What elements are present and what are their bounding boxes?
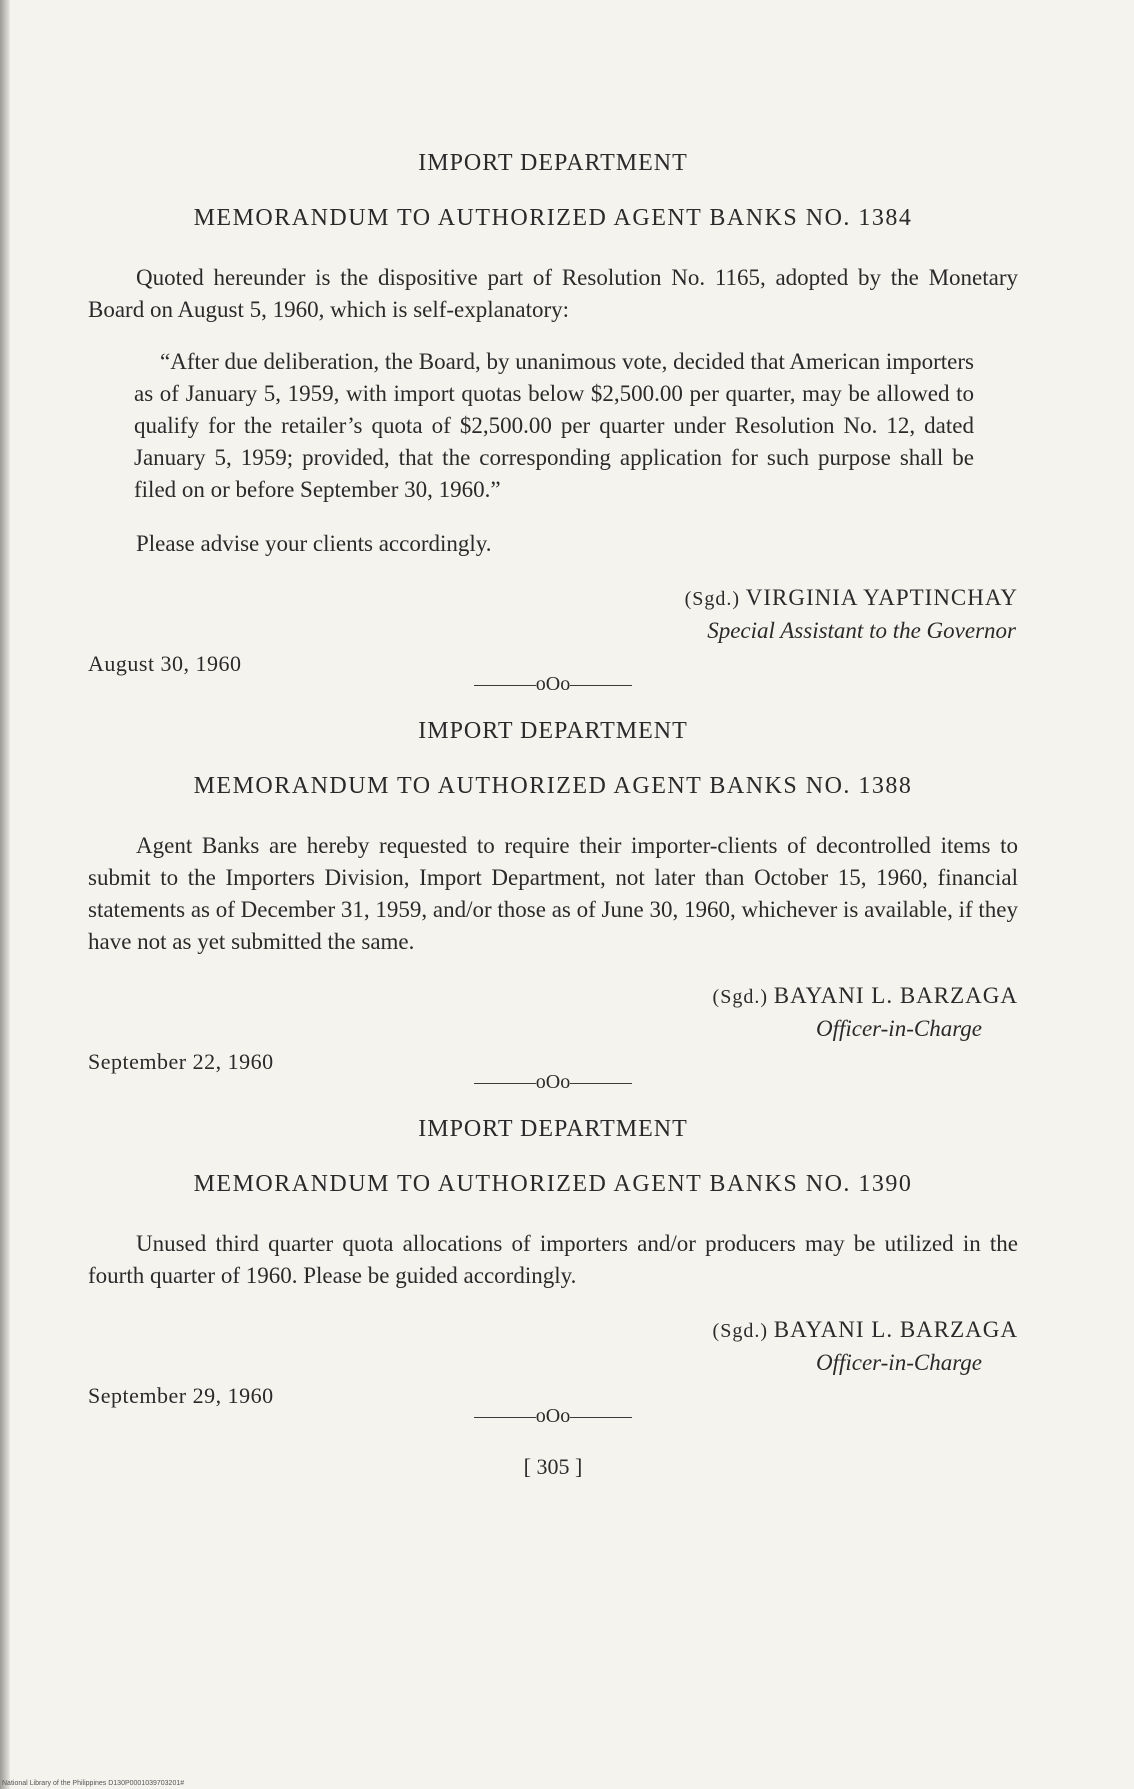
scan-footer: National Library of the Philippines D130P0001039703201# xyxy=(2,1780,185,1787)
signature-block xyxy=(88,582,1018,647)
closing-line: Please advise your clients accordingly. xyxy=(136,531,492,556)
memo-title: MEMORANDUM TO AUTHORIZED AGENT BANKS NO. 1388 xyxy=(193,773,913,799)
memo-section-1384 xyxy=(88,150,1018,696)
memo-paragraph: Agent Banks are hereby requested to require their importer-clients of decontrolled items to submit to the Importers Division, Import Department, not later than October 15, 1960, financial statements as of December 31, 1959, and/or those as of June 30, 1960, whichever is available, if they have not as yet submitted the same. xyxy=(88,833,1018,954)
section-separator: oOo xyxy=(88,1405,1018,1428)
signatory-name: VIRGINIA YAPTINCHAY xyxy=(745,585,1018,610)
memo-title: MEMORANDUM TO AUTHORIZED AGENT BANKS NO. 1390 xyxy=(193,1171,913,1197)
section-separator: oOo xyxy=(88,673,1018,696)
memo-date: September 22, 1960 xyxy=(88,1049,274,1074)
resolution-quote: “After due deliberation, the Board, by unanimous vote, decided that American importers as of January 5, 1959, with import quotas below $2,500.00 per quarter, may be allowed to qualify for the retailer’s quota of $2,500.00 per quarter under Resolution No. 12, dated January 5, 1959; provided, that the corresponding application for such purpose shall be filed on or before September 30, 1960.” xyxy=(134,349,974,502)
section-separator: oOo xyxy=(88,1071,1018,1094)
memo-title: MEMORANDUM TO AUTHORIZED AGENT BANKS NO. 1384 xyxy=(193,205,913,231)
signatory-title: Special Assistant to the Governor xyxy=(707,618,1016,643)
memo-paragraph: Unused third quarter quota allocations of importers and/or producers may be utilized in the fourth quarter of 1960. Please be guided accordingly. xyxy=(88,1231,1018,1288)
signatory-name: BAYANI L. BARZAGA xyxy=(773,983,1018,1008)
memo-paragraph: Quoted hereunder is the dispositive part of Resolution No. 1165, adopted by the Monetary Board on August 5, 1960, which is self-explanatory: xyxy=(88,265,1018,322)
signature-block xyxy=(88,980,1018,1045)
memo-date: August 30, 1960 xyxy=(88,651,242,676)
department-heading: IMPORT DEPARTMENT xyxy=(418,718,688,744)
signatory-title: Officer-in-Charge xyxy=(815,1016,982,1041)
department-heading: IMPORT DEPARTMENT xyxy=(418,150,688,176)
signature-block xyxy=(88,1314,1018,1379)
document-page xyxy=(88,150,1018,1480)
department-heading: IMPORT DEPARTMENT xyxy=(418,1116,688,1142)
page-number: [ 305 ] xyxy=(523,1454,583,1479)
signed-mark: (Sgd.) xyxy=(712,1320,768,1342)
signed-mark: (Sgd.) xyxy=(712,986,768,1008)
signed-mark: (Sgd.) xyxy=(684,588,741,610)
memo-section-1390 xyxy=(88,1116,1018,1428)
signatory-title: Officer-in-Charge xyxy=(815,1350,982,1375)
page-edge xyxy=(0,0,10,1789)
memo-date: September 29, 1960 xyxy=(88,1383,274,1408)
signatory-name: BAYANI L. BARZAGA xyxy=(773,1317,1018,1342)
memo-section-1388 xyxy=(88,718,1018,1094)
